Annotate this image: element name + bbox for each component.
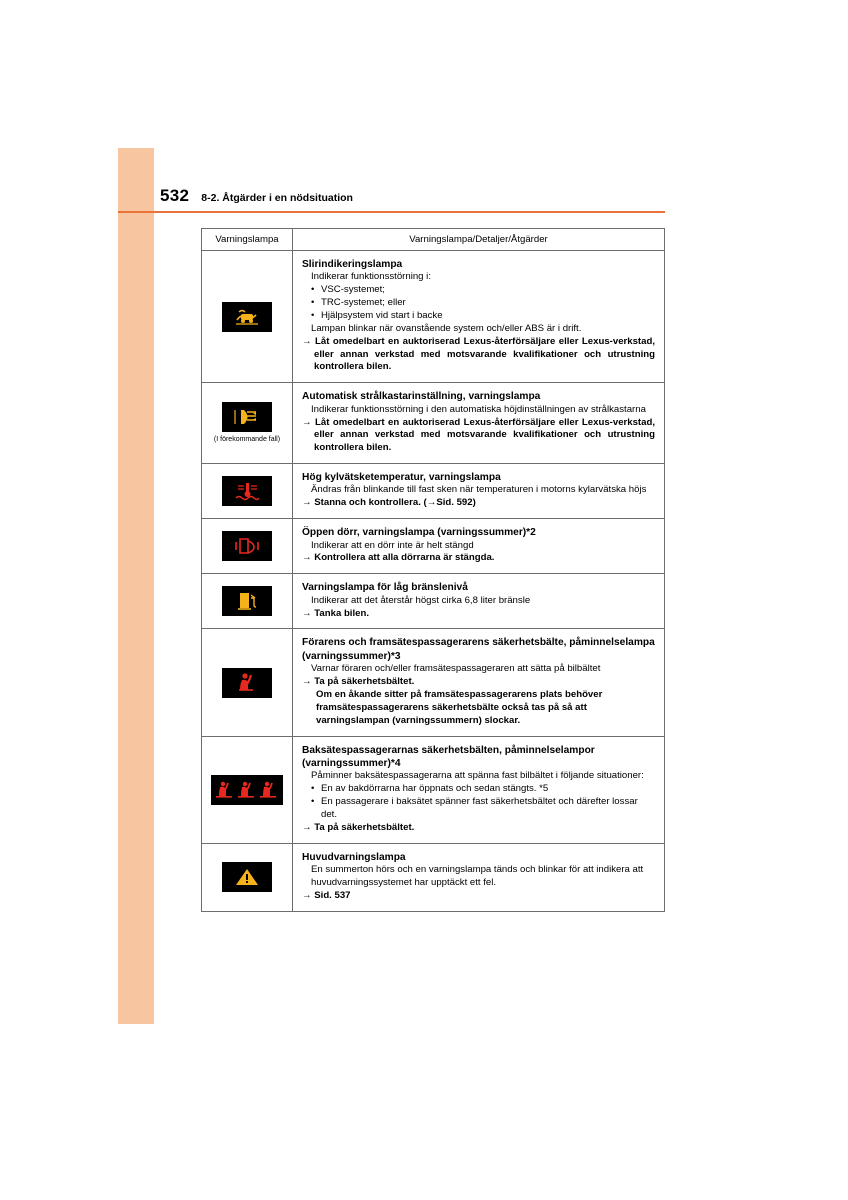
row-title: Baksätespassagerarnas säkerhetsbälten, påminnelselampor (varningssummer)*4 (302, 744, 595, 770)
detail-cell (293, 844, 664, 911)
rear-seatbelt-reminder-icon-svg (213, 779, 281, 801)
row-title: Hög kylvätsketemperatur, varningslampa (302, 472, 501, 484)
engine-coolant-temp-icon (222, 476, 272, 506)
lamp-cell (202, 251, 293, 382)
detail-cell (293, 737, 664, 843)
detail-cell (293, 464, 664, 518)
headlamp-leveling-icon (222, 402, 272, 432)
low-fuel-icon (222, 586, 272, 616)
row-note: Om en åkande sitter på framsätespassagerarens plats behöver framsätespassagerarens säkerhetsbälte också tas på så att varningslampan (varningssummern) slockar. (316, 689, 603, 726)
row-bullet: • En passagerare i baksätet spänner fast säkerhetsbältet och därefter lossar det. (302, 796, 655, 822)
row-line: Ändras från blinkande till fast sken när temperaturen i motorns kylarvätska höjs (311, 484, 647, 496)
row-action: → Stanna och kontrollera. (→Sid. 592) (302, 497, 476, 509)
table-row (202, 574, 664, 629)
row-action: → Ta på säkerhetsbältet. (302, 676, 415, 688)
page-header (160, 186, 665, 206)
master-warning-icon (222, 862, 272, 892)
row-title: Huvudvarningslampa (302, 851, 406, 863)
table-row (202, 383, 664, 464)
table-row (202, 251, 664, 383)
page-title: 8-2. Åtgärder i en nödsituation (201, 192, 353, 204)
front-seatbelt-reminder-icon (222, 668, 272, 698)
lamp-cell (202, 519, 293, 573)
header-divider (118, 211, 665, 213)
row-action: → Sid. 537 (302, 889, 351, 901)
row-line: Indikerar att en dörr inte är helt stängd (311, 539, 474, 551)
column-header-lamp: Varningslampa (202, 229, 293, 250)
front-seatbelt-reminder-icon-svg (233, 671, 261, 695)
row-title: Slirindikeringslampa (302, 259, 403, 270)
table-row (202, 844, 664, 911)
page-edge-bar (118, 148, 154, 1024)
row-title: Varningslampa för låg bränslenivå (302, 582, 468, 594)
lamp-cell (202, 464, 293, 518)
row-action: → Tanka bilen. (302, 607, 369, 619)
row-action: → Kontrollera att alla dörrarna är stängda. (302, 552, 495, 564)
row-bullet: • Hjälpsystem vid start i backe (302, 310, 655, 323)
table-row (202, 464, 664, 519)
row-title: Förarens och framsätespassagerarens säkerhetsbälte, påminnelselampa (varningssummer)*3 (302, 637, 655, 662)
lamp-note: (I förekommande fall) (213, 436, 281, 444)
open-door-icon-svg (232, 535, 262, 557)
row-title: Automatisk strålkastarinställning, varningslampa (302, 391, 541, 403)
engine-coolant-temp-icon-svg (232, 480, 262, 502)
row-action: → Ta på säkerhetsbältet. (302, 821, 415, 833)
table-row (202, 519, 664, 574)
column-header-details: Varningslampa/Detaljer/Åtgärder (409, 234, 548, 245)
row-line: En summerton hörs och en varningslampa tänds och blinkar för att indikera att huvudvarningssystemet har upptäckt ett fel. (311, 864, 644, 888)
lamp-cell (202, 629, 293, 735)
open-door-icon (222, 531, 272, 561)
skid-control-icon (222, 302, 272, 332)
row-bullet: • En av bakdörrarna har öppnats och sedan stängts. *5 (302, 783, 655, 796)
detail-cell (293, 383, 664, 463)
rear-seatbelt-reminder-icon (211, 775, 283, 805)
table-row (202, 737, 664, 844)
page-number: 532 (160, 186, 190, 205)
detail-cell (293, 574, 664, 628)
lamp-cell (202, 844, 293, 911)
row-action: → Låt omedelbart en auktoriserad Lexus-återförsäljare eller Lexus-verkstad, eller annan verkstad med motsvarande kvalifikationer och utrustning kontrollera bilen. (302, 416, 655, 454)
table-row (202, 629, 664, 736)
row-line: Indikerar funktionsstörning i den automatiska höjdinställningen av strålkastarna (311, 403, 646, 415)
row-line: Lampan blinkar när ovanstående system och/eller ABS är i drift. (311, 322, 582, 334)
master-warning-icon-svg (234, 866, 260, 888)
row-bullet: • VSC-systemet; (302, 284, 655, 297)
detail-cell (293, 519, 664, 573)
low-fuel-icon-svg (234, 590, 260, 612)
lamp-cell (202, 574, 293, 628)
skid-control-icon-svg (232, 306, 262, 328)
row-title: Öppen dörr, varningslampa (varningssummer)*2 (302, 527, 536, 539)
table-header-row (202, 229, 664, 251)
row-line: Varnar föraren och/eller framsätespassageraren att sätta på bilbältet (311, 663, 601, 675)
row-action: → Låt omedelbart en auktoriserad Lexus-återförsäljare eller Lexus-verkstad, eller annan verkstad med motsvarande kvalifikationer och utrustning kontrollera bilen. (302, 335, 655, 373)
lamp-cell (202, 737, 293, 843)
headlamp-leveling-icon-svg (230, 407, 264, 427)
row-line: Påminner baksätespassagerarna att spänna fast bilbältet i följande situationer: (311, 770, 644, 782)
detail-cell (293, 251, 664, 382)
row-line: Indikerar funktionsstörning i: (311, 271, 431, 283)
lamp-cell (202, 383, 293, 463)
row-line: Indikerar att det återstår högst cirka 6,8 liter bränsle (311, 594, 531, 606)
row-bullet: • TRC-systemet; eller (302, 297, 655, 310)
detail-cell (293, 629, 664, 735)
warning-lamps-table (201, 228, 665, 912)
